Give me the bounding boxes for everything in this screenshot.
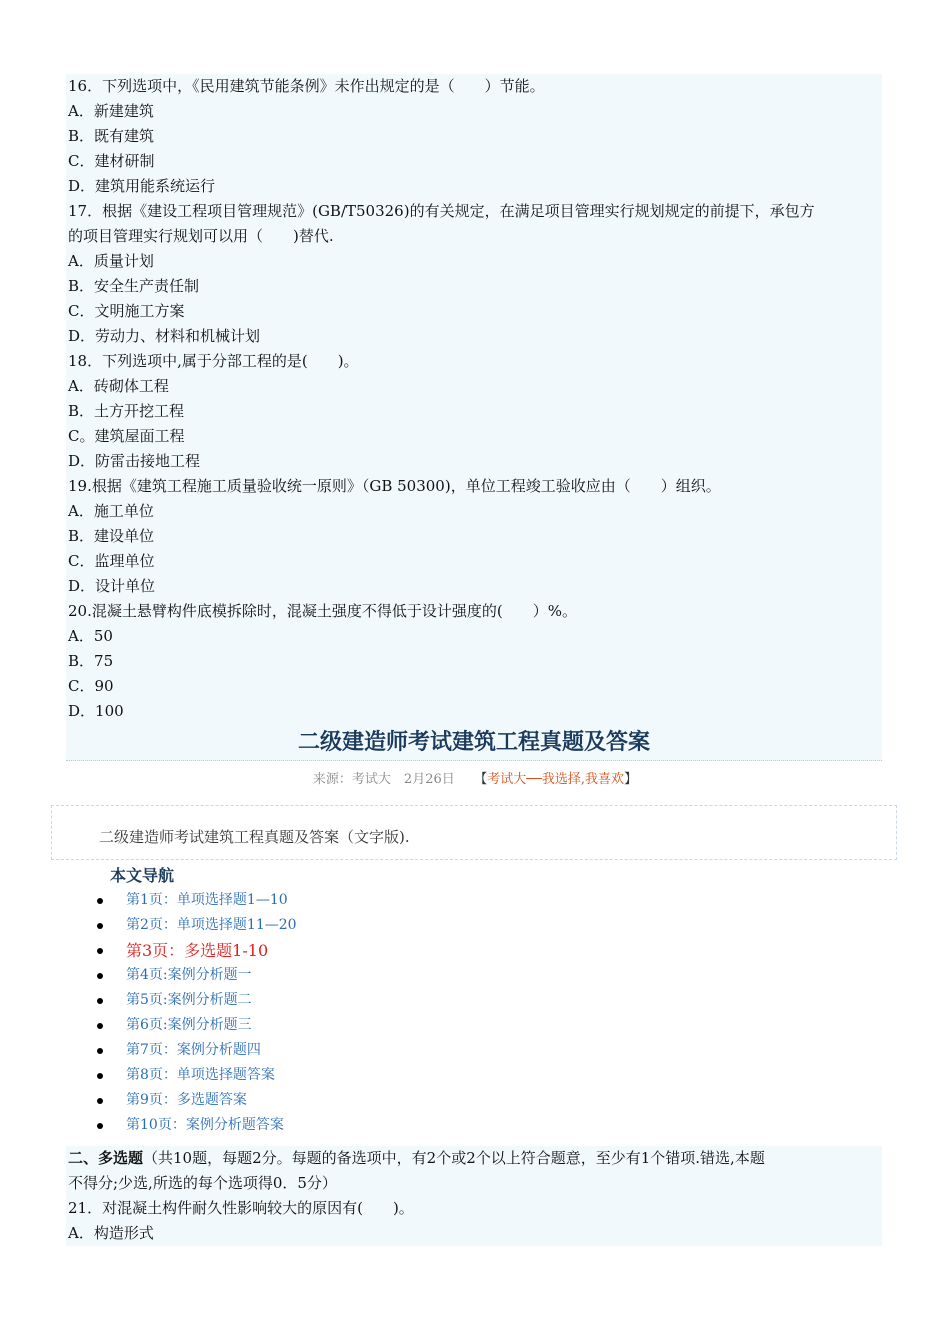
question-20-option-b: B．75: [68, 652, 114, 670]
question-17-option-b: B．安全生产责任制: [68, 277, 200, 295]
nav-item-page-5: [95, 988, 297, 1013]
question-19-option-d: D．设计单位: [68, 577, 156, 595]
nav-link-page-6[interactable]: 第6页:案例分析题三: [126, 1017, 252, 1033]
question-21-option-a: A．构造形式: [68, 1224, 154, 1242]
article-nav-list: [95, 888, 297, 1138]
nav-link-page-8[interactable]: 第8页：单项选择题答案: [126, 1067, 275, 1083]
nav-link-page-10[interactable]: 第10页：案例分析题答案: [126, 1117, 284, 1133]
nav-link-page-2[interactable]: 第2页：单项选择题11—20: [126, 917, 297, 933]
question-block-bottom: [66, 1146, 882, 1246]
nav-item-page-6: [95, 1013, 297, 1038]
question-19-option-b: B．建设单位: [68, 527, 155, 545]
question-19-stem: 19.根据《建筑工程施工质量验收统一原则》（GB 50300)，单位工程竣工验收应由（ ）组织。: [68, 477, 721, 495]
nav-item-page-9: [95, 1088, 297, 1113]
question-18-option-d: D．防雷击接地工程: [68, 452, 201, 470]
nav-item-page-10: [95, 1113, 297, 1138]
question-18-option-c: C。建筑屋面工程: [68, 427, 185, 445]
question-16-option-c: C．建材研制: [68, 152, 155, 170]
question-18-option-b: B．土方开挖工程: [68, 402, 185, 420]
source-line: [0, 770, 950, 790]
question-16-option-b: B．既有建筑: [68, 127, 155, 145]
question-20-option-d: D．100: [68, 702, 124, 720]
question-17-option-c: C．文明施工方案: [68, 302, 185, 320]
nav-link-page-5[interactable]: 第5页:案例分析题二: [126, 992, 252, 1008]
nav-link-page-3[interactable]: 第3页：多选题1-10: [126, 941, 269, 960]
nav-item-page-7: [95, 1038, 297, 1063]
nav-item-page-1: [95, 888, 297, 913]
nav-link-page-9[interactable]: 第9页：多选题答案: [126, 1092, 247, 1108]
nav-link-page-1[interactable]: 第1页：单项选择题1—10: [126, 892, 288, 908]
section-intro: [66, 1146, 882, 1171]
nav-item-page-8: [95, 1063, 297, 1088]
question-17-option-d: D．劳动力、材料和机械计划: [68, 327, 261, 345]
question-block-top: [66, 74, 882, 724]
section-intro-continued: 不得分;少选,所选的每个选项得0．5分）: [68, 1174, 337, 1192]
nav-link-page-4[interactable]: 第4页:案例分析题一: [126, 967, 252, 983]
question-19-option-c: C．监理单位: [68, 552, 155, 570]
nav-link-page-7[interactable]: 第7页：案例分析题四: [126, 1042, 261, 1058]
title-band: [66, 722, 882, 761]
section-intro-text: （共10题，每题2分。每题的备选项中，有2个或2个以上符合题意，至少有1个错项.错选,本题: [143, 1149, 765, 1167]
section-heading: 二、多选题: [68, 1149, 144, 1167]
question-20-option-a: A．50: [68, 627, 113, 645]
source-info: 来源：考试大 2月26日: [312, 772, 481, 787]
summary-text: 二级建造师考试建筑工程真题及答案（文字版).: [99, 828, 410, 846]
nav-item-page-4: [95, 963, 297, 988]
question-16-option-a: A．新建建筑: [68, 102, 154, 120]
page-title: 二级建造师考试建筑工程真题及答案: [297, 730, 650, 755]
question-20-stem: 20.混凝土悬臂构件底模拆除时，混凝土强度不得低于设计强度的( ）%。: [68, 602, 577, 620]
nav-item-page-2: [95, 913, 297, 938]
bracket-close: 】: [624, 772, 638, 787]
question-17-option-a: A．质量计划: [68, 252, 154, 270]
question-17-stem: 17．根据《建设工程项目管理规范》(GB/T50326)的有关规定，在满足项目管理实行规划规定的前提下，承包方: [68, 202, 815, 220]
nav-item-page-3-current: [95, 938, 297, 963]
question-20-option-c: C．90: [68, 677, 114, 695]
question-18-option-a: A．砖砌体工程: [68, 377, 169, 395]
question-16-option-d: D．建筑用能系统运行: [68, 177, 216, 195]
question-18-stem: 18．下列选项中,属于分部工程的是( )。: [68, 352, 359, 370]
question-19-option-a: A．施工单位: [68, 502, 154, 520]
article-nav-heading: 本文导航: [110, 866, 175, 885]
question-17-stem-continued: 的项目管理实行规划可以用（ )替代.: [68, 227, 334, 245]
question-16-stem: 16．下列选项中，《民用建筑节能条例》未作出规定的是（ ）节能。: [68, 77, 545, 95]
site-slogan-link[interactable]: 考试大──我选择,我喜欢: [487, 772, 625, 787]
question-21-stem: 21．对混凝土构件耐久性影响较大的原因有( )。: [68, 1199, 414, 1217]
summary-box: [51, 805, 897, 860]
bracket-open: 【: [480, 772, 488, 787]
